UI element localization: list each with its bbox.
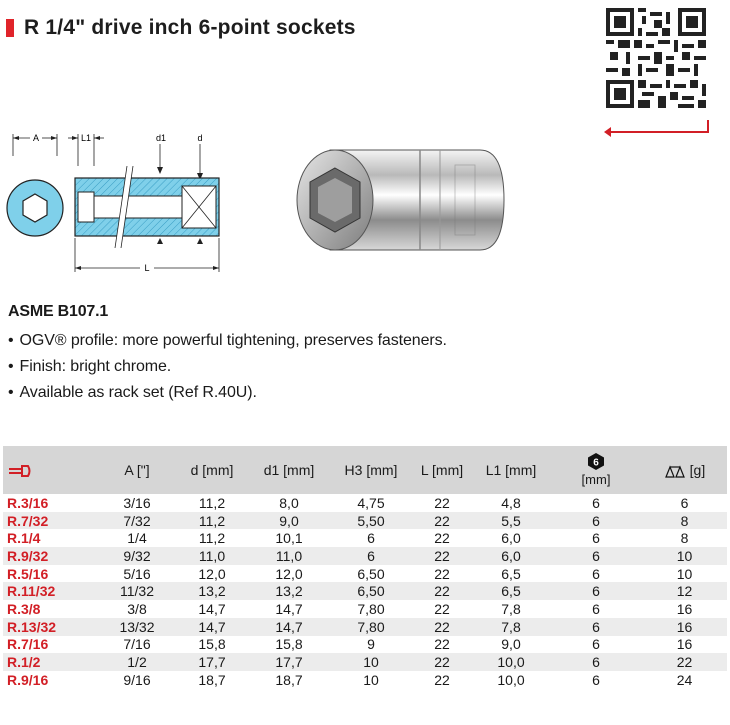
header-l1: L1 [mm] <box>485 462 537 478</box>
points-cell: 6 <box>592 618 600 635</box>
d-cell: 17,7 <box>198 654 226 671</box>
ref-cell[interactable]: R.3/8 <box>7 600 41 617</box>
standard-label: ASME B107.1 <box>8 303 109 320</box>
table-row <box>3 618 727 636</box>
d-cell: 18,7 <box>198 671 226 688</box>
points-cell: 6 <box>592 583 600 600</box>
h3-cell: 10 <box>363 671 379 688</box>
dim-l-label: L <box>144 263 150 273</box>
ref-cell[interactable]: R.13/32 <box>7 618 57 635</box>
table-row <box>3 565 727 583</box>
l1-cell: 7,8 <box>501 618 521 635</box>
d1-cell: 12,0 <box>275 565 303 582</box>
end-view-icon <box>7 180 63 236</box>
header-l: L [mm] <box>420 462 464 478</box>
header-weight-unit: [g] <box>689 462 706 478</box>
l-cell: 22 <box>434 618 450 635</box>
table-row <box>3 494 727 512</box>
l-cell: 22 <box>434 547 450 564</box>
a-cell: 3/16 <box>123 494 151 511</box>
d-cell: 14,7 <box>198 600 226 617</box>
points-cell: 6 <box>592 654 600 671</box>
table-header-row <box>3 446 727 494</box>
feature-list <box>8 328 447 406</box>
ref-cell[interactable]: R.1/2 <box>7 654 41 671</box>
h3-cell: 7,80 <box>357 600 385 617</box>
table-row <box>3 636 727 654</box>
weight-cell: 16 <box>676 600 693 617</box>
table-body <box>3 494 727 689</box>
l1-cell: 10,0 <box>497 671 525 688</box>
points-cell: 6 <box>592 512 600 529</box>
a-cell: 1/2 <box>127 654 147 671</box>
a-cell: 9/16 <box>123 671 151 688</box>
feature-item: • Available as rack set (Ref R.40U). <box>8 380 447 406</box>
svg-text:6: 6 <box>593 457 599 469</box>
d-cell: 14,7 <box>198 618 226 635</box>
d-cell: 12,0 <box>198 565 226 582</box>
header-points <box>550 446 642 494</box>
weight-cell: 10 <box>676 565 693 582</box>
table-row <box>3 671 727 689</box>
d1-cell: 9,0 <box>279 512 299 529</box>
l1-cell: 10,0 <box>497 654 525 671</box>
d-cell: 11,2 <box>198 494 226 511</box>
l1-cell: 6,5 <box>501 583 521 600</box>
table-row <box>3 529 727 547</box>
d1-cell: 14,7 <box>275 600 303 617</box>
weight-cell: 6 <box>680 494 689 511</box>
d-cell: 11,2 <box>198 512 226 529</box>
dim-a-label: A <box>32 133 40 143</box>
d1-cell: 18,7 <box>275 671 303 688</box>
h3-cell: 6,50 <box>357 583 385 600</box>
scale-icon <box>664 465 686 478</box>
points-cell: 6 <box>592 494 600 511</box>
weight-cell: 16 <box>676 618 693 635</box>
table-row <box>3 600 727 618</box>
header-d1: d1 [mm] <box>263 462 315 478</box>
ref-cell[interactable]: R.11/32 <box>7 583 56 600</box>
l1-cell: 5,5 <box>501 512 521 529</box>
l1-cell: 6,0 <box>501 547 521 564</box>
table-row <box>3 582 727 600</box>
d1-cell: 13,2 <box>275 583 303 600</box>
l-cell: 22 <box>434 494 450 511</box>
d1-cell: 17,7 <box>275 654 303 671</box>
weight-cell: 22 <box>676 654 693 671</box>
l1-cell: 4,8 <box>501 494 521 511</box>
qr-corner-frame <box>604 120 712 140</box>
l1-cell: 7,8 <box>501 600 521 617</box>
d-cell: 13,2 <box>198 583 226 600</box>
table-row <box>3 547 727 565</box>
d1-cell: 11,0 <box>275 547 303 564</box>
weight-cell: 10 <box>676 547 693 564</box>
h3-cell: 10 <box>363 654 379 671</box>
weight-cell: 24 <box>676 671 693 688</box>
points-cell: 6 <box>592 671 600 688</box>
socket-photo-icon <box>290 120 520 280</box>
page-title <box>6 16 356 40</box>
a-cell: 13/32 <box>119 618 155 635</box>
l-cell: 22 <box>434 583 450 600</box>
feature-item: • OGV® profile: more powerful tightening, preserves fasteners. <box>8 328 447 354</box>
h3-cell: 7,80 <box>357 618 385 635</box>
h3-cell: 9 <box>367 636 375 653</box>
d1-cell: 14,7 <box>275 618 303 635</box>
header-points-unit: [mm] <box>581 472 611 487</box>
h3-cell: 6,50 <box>357 565 385 582</box>
a-cell: 9/32 <box>123 547 151 564</box>
spec-table <box>3 446 727 689</box>
l-cell: 22 <box>434 512 450 529</box>
a-cell: 11/32 <box>120 583 154 600</box>
header-weight <box>642 446 727 494</box>
l-cell: 22 <box>434 671 450 688</box>
l-cell: 22 <box>434 654 450 671</box>
a-cell: 5/16 <box>123 565 151 582</box>
h3-cell: 5,50 <box>357 512 385 529</box>
dim-d1-label: d1 <box>155 133 167 143</box>
h3-cell: 4,75 <box>357 494 385 511</box>
l1-cell: 9,0 <box>501 636 521 653</box>
weight-cell: 8 <box>680 530 689 547</box>
points-cell: 6 <box>592 530 600 547</box>
ref-cell[interactable]: R.7/32 <box>7 512 49 529</box>
ref-cell[interactable]: R.1/4 <box>7 530 41 547</box>
l1-cell: 6,5 <box>501 565 521 582</box>
weight-cell: 16 <box>676 636 693 653</box>
feature-item: • Finish: bright chrome. <box>8 354 447 380</box>
header-d: d [mm] <box>190 462 234 478</box>
l-cell: 22 <box>434 530 450 547</box>
a-cell: 1/4 <box>127 530 147 547</box>
d1-cell: 15,8 <box>275 636 303 653</box>
weight-cell: 12 <box>676 583 693 600</box>
header-ref <box>3 446 98 494</box>
h3-cell: 6 <box>367 530 375 547</box>
ref-cell[interactable]: R.5/16 <box>7 565 49 582</box>
points-cell: 6 <box>592 565 600 582</box>
qr-code-icon[interactable] <box>606 8 706 108</box>
d-cell: 11,2 <box>198 530 226 547</box>
l1-cell: 6,0 <box>501 530 521 547</box>
l-cell: 22 <box>434 565 450 582</box>
ref-cell[interactable]: R.3/16 <box>7 494 49 511</box>
l-cell: 22 <box>434 636 450 653</box>
header-h3: H3 [mm] <box>344 462 398 478</box>
dim-l1-label: L1 <box>80 133 92 143</box>
points-cell: 6 <box>592 547 600 564</box>
side-section-icon <box>75 166 219 248</box>
d1-cell: 8,0 <box>279 494 299 511</box>
socket-dimension-drawing <box>0 126 250 276</box>
ref-cell[interactable]: R.9/16 <box>7 671 49 688</box>
dim-d-label: d <box>197 133 203 143</box>
hexagon-6-icon <box>588 453 604 470</box>
points-cell: 6 <box>592 636 600 653</box>
h3-cell: 6 <box>367 547 375 564</box>
d-cell: 15,8 <box>198 636 226 653</box>
ref-cell[interactable]: R.9/32 <box>7 547 49 564</box>
table-row <box>3 653 727 671</box>
a-cell: 3/8 <box>127 600 147 617</box>
d1-cell: 10,1 <box>275 530 303 547</box>
title-accent-bar <box>6 19 14 37</box>
d-cell: 11,0 <box>198 547 226 564</box>
table-row <box>3 512 727 530</box>
header-a: A ["] <box>124 462 150 478</box>
l-cell: 22 <box>434 600 450 617</box>
points-cell: 6 <box>592 600 600 617</box>
wrench-ref-icon <box>9 465 31 477</box>
weight-cell: 8 <box>680 512 689 529</box>
title-text: R 1/4" drive inch 6-point sockets <box>24 16 356 39</box>
a-cell: 7/16 <box>123 636 151 653</box>
ref-cell[interactable]: R.7/16 <box>7 636 49 653</box>
a-cell: 7/32 <box>123 512 151 529</box>
